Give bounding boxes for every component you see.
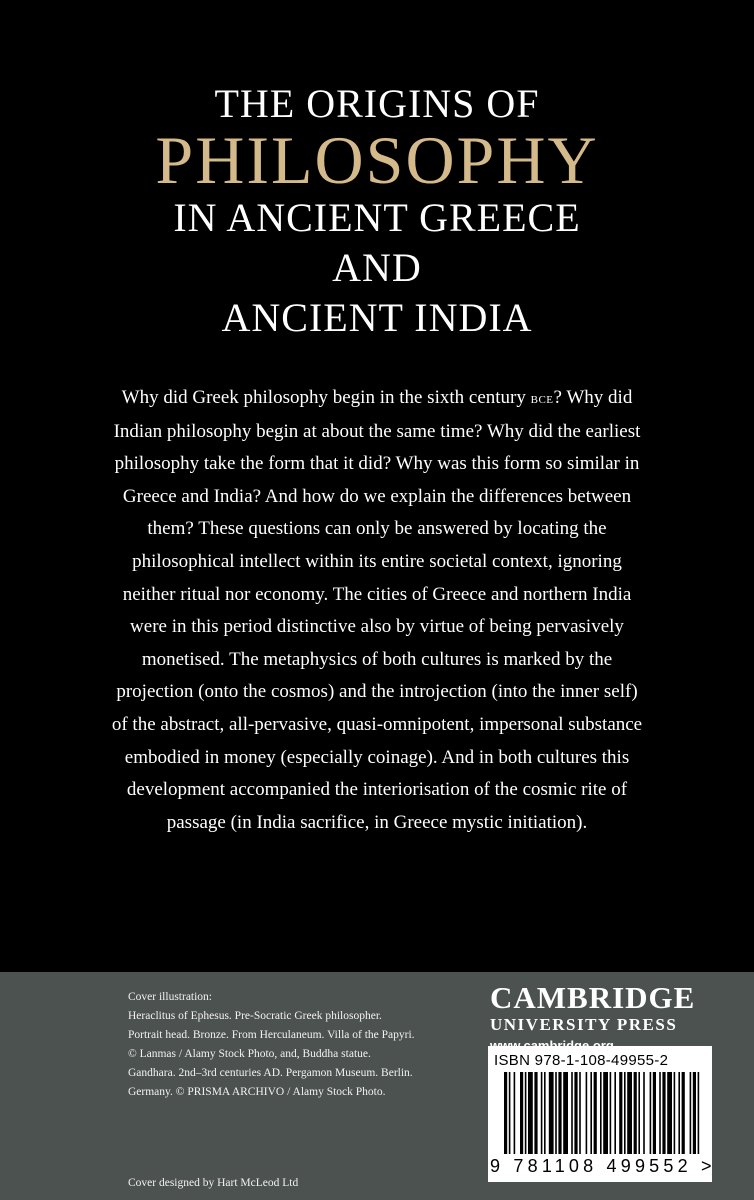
blurb-era-abbrev: bce bbox=[530, 390, 554, 407]
barcode-bar bbox=[520, 1072, 523, 1154]
barcode-bar bbox=[558, 1072, 561, 1154]
title-line-india: ANCIENT INDIA bbox=[221, 295, 533, 340]
barcode-bar bbox=[619, 1072, 622, 1154]
barcode-bar bbox=[509, 1072, 511, 1154]
barcode-bar bbox=[563, 1072, 568, 1154]
barcode-bar bbox=[528, 1072, 533, 1154]
title-line-greece: IN ANCIENT GREECE bbox=[173, 195, 581, 240]
barcode-bar bbox=[693, 1072, 696, 1154]
isbn-barcode bbox=[488, 1046, 716, 1182]
barcode-digits: 9 781108 499552 > bbox=[490, 1156, 716, 1176]
title-line-origins: THE ORIGINS OF bbox=[214, 81, 540, 126]
blurb-text-rest: ? Why did Indian philosophy begin at about the same time? Why did the earliest philosophy take the form that it did? Why was this form so similar in Greece and India? And how do we explain the differences between them? These questions can only be answered by locating the philosophical intellect within its entire societal context, ignoring neither ritual nor economy. The cities of Greece and northern India were in this period distinctive also by virtue of being pervasively monetised. The metaphysics of both cultures is marked by the projection (onto the cosmos) and the introjection (into the inner self) of the abstract, all-pervasive, quasi-omnipotent, impersonal substance embodied in money (especially coinage). And in both cultures this development accompanied the interiorisation of the cosmic rite of passage (in India sacrifice, in Greece mystic initiation). bbox=[111, 387, 643, 833]
barcode-bar bbox=[674, 1072, 676, 1154]
publisher-logo bbox=[490, 982, 720, 1052]
barcode-bar bbox=[643, 1072, 645, 1154]
barcode-bar bbox=[653, 1072, 656, 1154]
barcode-bar bbox=[555, 1072, 557, 1154]
barcode-bar bbox=[667, 1072, 672, 1154]
cover-designer-credit: Cover designed by Hart McLeod Ltd bbox=[128, 1177, 299, 1189]
publisher-name: CAMBRIDGE bbox=[490, 980, 696, 1015]
barcode-bar bbox=[590, 1072, 592, 1154]
barcode-bar bbox=[678, 1072, 680, 1154]
barcode-bar bbox=[634, 1072, 637, 1154]
barcode-bar bbox=[586, 1072, 588, 1154]
cover-illustration-label: Cover illustration: bbox=[128, 991, 213, 1003]
barcode-bar bbox=[627, 1072, 632, 1154]
barcode-bar bbox=[638, 1072, 640, 1154]
barcode-bar bbox=[525, 1072, 527, 1154]
publisher-press: UNIVERSITY PRESS bbox=[490, 1015, 678, 1034]
barcode-bar bbox=[544, 1072, 546, 1154]
barcode-bar bbox=[549, 1072, 554, 1154]
back-cover-footer bbox=[0, 972, 754, 1200]
barcode-bar bbox=[614, 1072, 616, 1154]
barcode-bar bbox=[579, 1072, 581, 1154]
cover-illustration-credits bbox=[128, 988, 418, 1102]
barcode-bar bbox=[504, 1072, 507, 1154]
barcode-bar bbox=[690, 1072, 692, 1154]
title-line-philosophy: PHILOSOPHY bbox=[155, 122, 599, 198]
title-line-and: AND bbox=[332, 245, 422, 290]
barcode-bar bbox=[698, 1072, 700, 1154]
barcode-bar bbox=[603, 1072, 608, 1154]
cover-illustration-text: Heraclitus of Ephesus. Pre-Socratic Greek philosopher. Portrait head. Bronze. From Herculaneum. Villa of the Papyri. © Lanmas / Alamy Stock Photo, and, Buddha statue. Gandhara. 2nd–3rd centuries AD. Pergamon Museum. Berlin. Germany. © PRISMA ARCHIVO / Alamy Stock Photo. bbox=[128, 1010, 415, 1098]
barcode-bar bbox=[574, 1072, 577, 1154]
book-description bbox=[110, 382, 644, 839]
barcode-bar bbox=[514, 1072, 516, 1154]
barcode-bar bbox=[600, 1072, 602, 1154]
blurb-text-start: Why did Greek philosophy begin in the sixth century bbox=[121, 387, 531, 408]
barcode-bar bbox=[534, 1072, 537, 1154]
barcode-bar bbox=[571, 1072, 573, 1154]
barcode-bars bbox=[488, 1072, 712, 1158]
barcode-bar bbox=[682, 1072, 685, 1154]
barcode-bar bbox=[610, 1072, 612, 1154]
barcode-bar bbox=[594, 1072, 597, 1154]
barcode-bar bbox=[624, 1072, 626, 1154]
barcode-bar bbox=[662, 1072, 665, 1154]
barcode-bar bbox=[650, 1072, 652, 1154]
book-title bbox=[0, 81, 754, 340]
isbn-number: ISBN 978-1-108-49955-2 bbox=[494, 1052, 669, 1069]
barcode-bar bbox=[541, 1072, 543, 1154]
barcode-bar bbox=[659, 1072, 661, 1154]
